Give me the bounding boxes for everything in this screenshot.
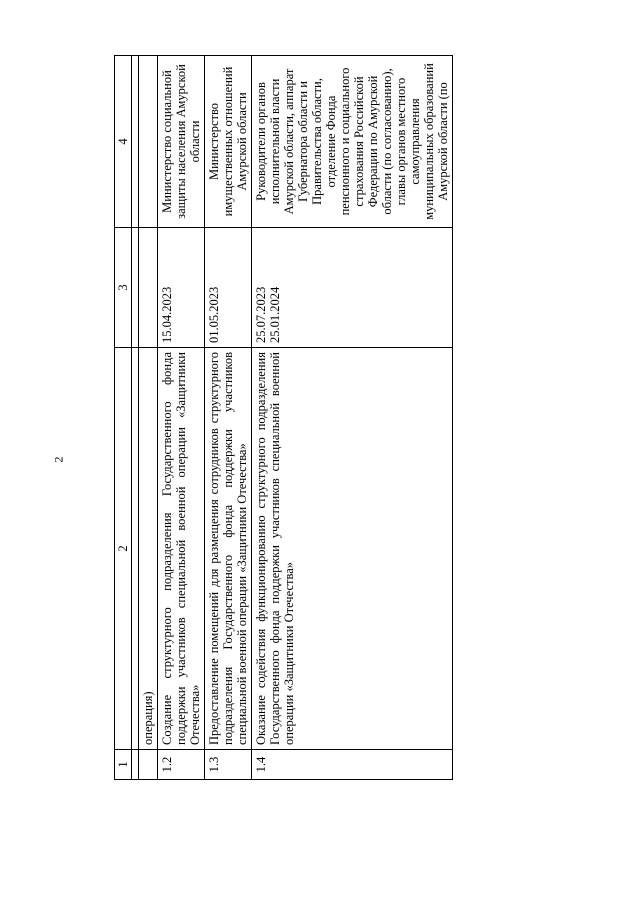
row-date: 15.04.2023 [158,228,205,348]
row-number: 1.4 [252,750,453,780]
header-col-3: 3 [115,228,132,348]
header-col-1: 1 [115,750,132,780]
continued-row [139,56,158,780]
table-row [158,56,205,780]
row-text: Создание структурного подразделения Государственного фонда поддержки участников специальной военной операции «Защитники Отечества» [158,348,205,750]
row-text: Оказание содействия функционированию структурного подразделения Государственного фонда поддержки участников специальной военной операции «Защитники Отечества» [252,348,453,750]
header-col-4: 4 [115,56,132,228]
header-col-2: 2 [115,348,132,750]
header-row [115,56,132,780]
row-date: 25.07.2023 25.01.2024 [252,228,453,348]
row-responsible: Министерство социальной защиты населения Амурской области [158,56,205,228]
continued-text: операция) [139,348,158,750]
page-number: 2 [51,456,66,463]
row-responsible: Министерство имущественных отношений Амурской области [205,56,252,228]
table-row [205,56,252,780]
table-container [114,56,609,780]
row-number: 1.3 [205,750,252,780]
measures-table [114,55,453,780]
row-text: Предоставление помещений для размещения сотрудников структурного подразделения Государственного фонда поддержки участников специальной военной операции «Защитники Отечества» [205,348,252,750]
row-date: 01.05.2023 [205,228,252,348]
row-responsible: Руководители органов исполнительной власти Амурской области, аппарат Губернатора области и Правительства области, отделение Фонда пенсионного и социального страхования Российской Федерации по Амурской области (по согласованию), главы органов местного самоуправления муниципальных образований Амурской области (по [252,56,453,228]
table-row [252,56,453,780]
spacer-row [132,56,139,780]
row-number: 1.2 [158,750,205,780]
